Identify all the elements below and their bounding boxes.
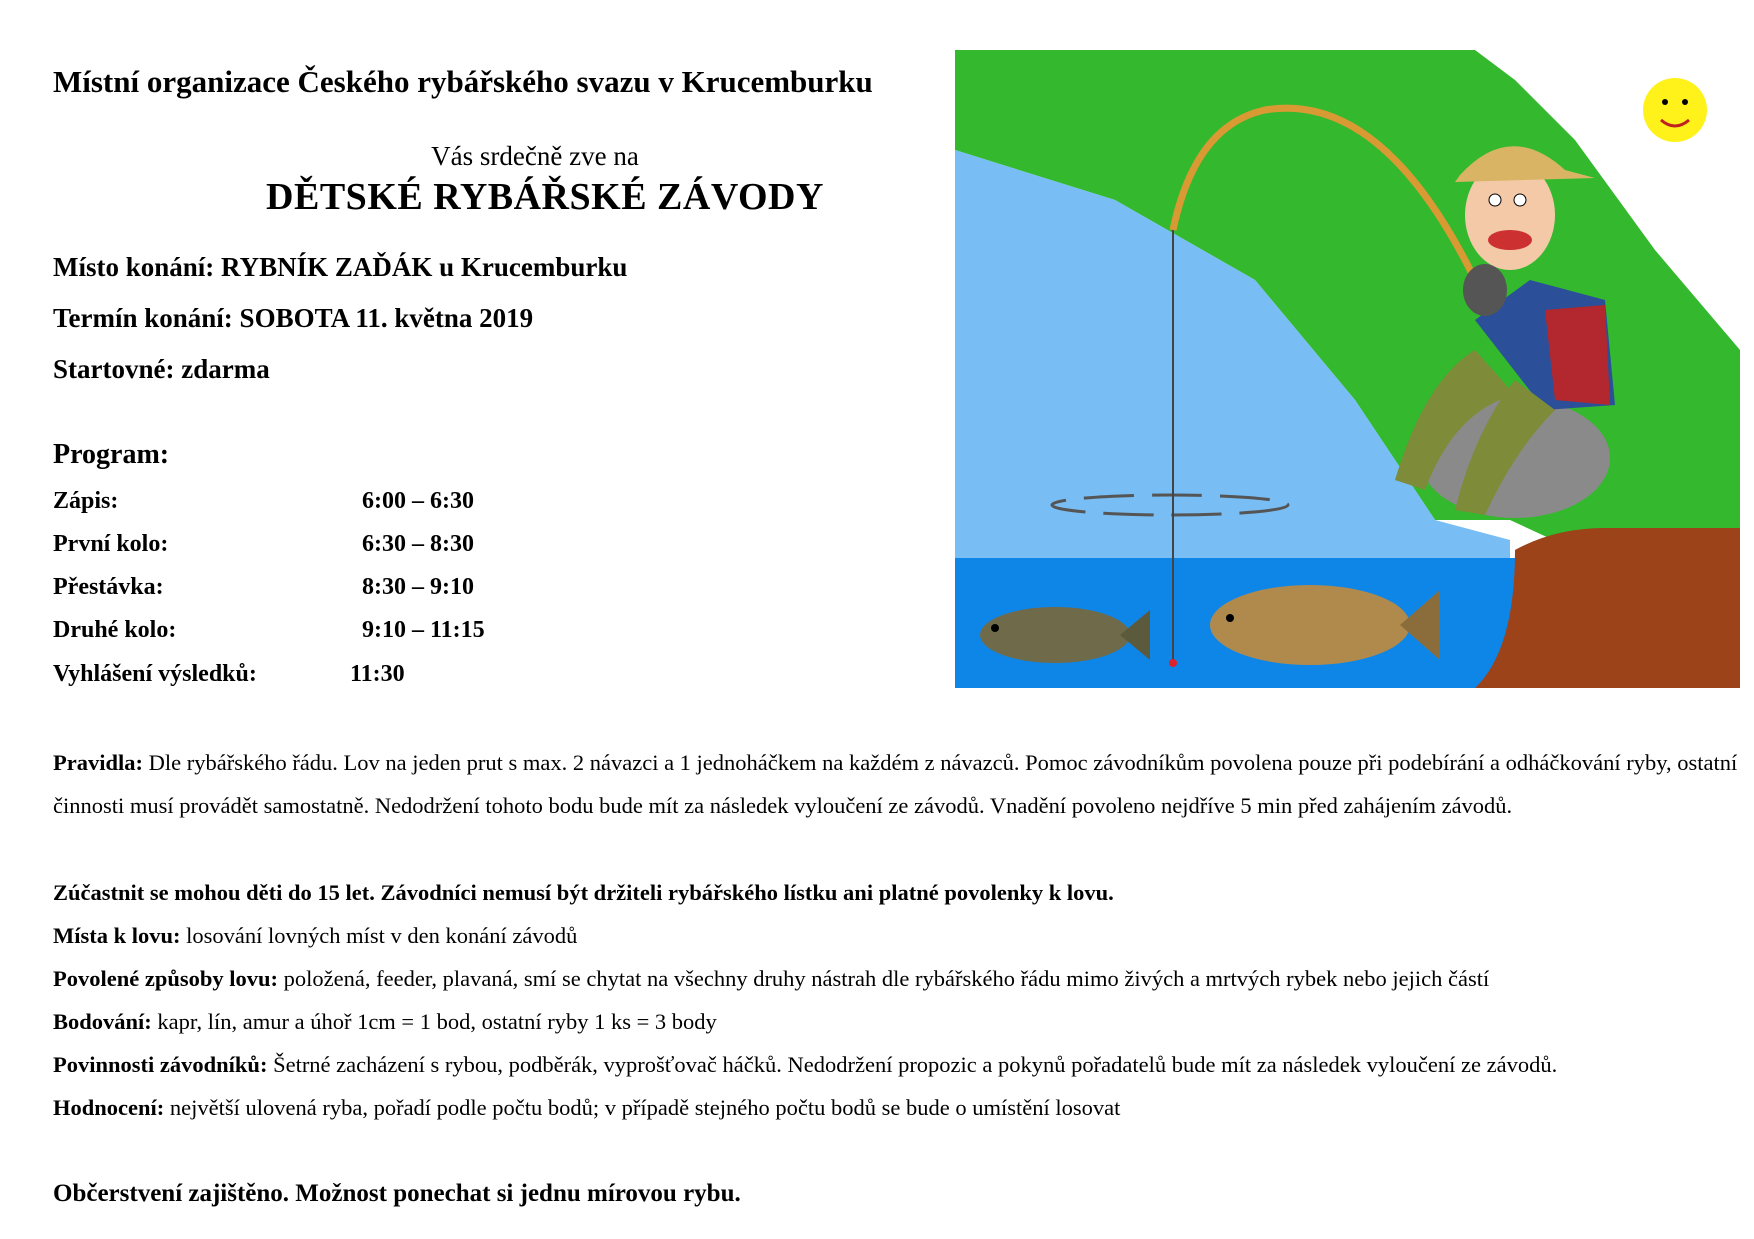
program-item-time: 9:10 – 11:15 — [362, 617, 485, 643]
invite-text: Vás srdečně zve na — [431, 141, 639, 171]
methods-text: položená, feeder, plavaná, smí se chytat na všechny druhy nástrah dle rybářského řádu mimo živých a mrtvých rybek nebo jejich částí — [283, 966, 1490, 991]
scoring-text: kapr, lín, amur a úhoř 1cm = 1 bod, ostatní ryby 1 ks = 3 body — [157, 1009, 717, 1034]
program-item — [53, 574, 164, 601]
spots-label: Místa k lovu: — [53, 923, 181, 948]
eligibility-note — [53, 871, 1743, 914]
rules-label: Pravidla: — [53, 750, 143, 775]
program-item-time: 6:00 – 6:30 — [362, 488, 474, 514]
program-item — [53, 488, 118, 515]
scoring-label: Bodování: — [53, 1009, 152, 1034]
fisherman-illustration — [955, 50, 1740, 688]
duties-text: Šetrné zacházení s rybou, podběrák, vyprošťovač háčků. Nedodržení propozic a pokynů pořadatelů bude mít za následek vyloučení ze závodů. — [273, 1052, 1558, 1077]
hook — [1169, 659, 1177, 667]
program-item-time: 8:30 – 9:10 — [362, 574, 474, 600]
program-heading: Program: — [53, 439, 170, 470]
program-item-time: 6:30 – 8:30 — [362, 531, 474, 557]
methods-label: Povolené způsoby lovu: — [53, 966, 279, 991]
sun-icon — [1643, 78, 1707, 142]
program-item — [53, 661, 257, 688]
page-title: DĚTSKÉ RYBÁŘSKÉ ZÁVODY — [266, 176, 824, 218]
organization-name: Místní organizace Českého rybářského svazu v Krucemburku — [53, 64, 873, 99]
program-item — [53, 617, 176, 644]
program-item-label: První kolo: — [53, 531, 169, 557]
duties-line — [53, 1043, 1743, 1086]
program-item-label: Druhé kolo: — [53, 617, 177, 643]
spots-line — [53, 914, 1743, 957]
scoring-line — [53, 1000, 1743, 1043]
program-item-time: 11:30 — [350, 661, 405, 687]
program-item — [53, 531, 168, 558]
program-item-label: Zápis: — [53, 488, 119, 514]
program-item-label: Vyhlášení výsledků: — [53, 661, 257, 687]
date-line: Termín konání: SOBOTA 11. května 2019 — [53, 303, 534, 333]
eligibility-text: Zúčastnit se mohou děti do 15 let. Závodníci nemusí být držiteli rybářského lístku ani platné povolenky k lovu. — [53, 880, 1114, 905]
duties-label: Povinnosti závodníků: — [53, 1052, 268, 1077]
rules-text: Dle rybářského řádu. Lov na jeden prut s max. 2 návazci a 1 jednoháčkem na každém z návazců. Pomoc závodníkům povolena pouze při podebírání a odháčkování ryby, ostatní činnosti musí provádět samostatně. Nedodržení tohoto bodu bude mít za následek vyloučení ze závodů. Vnadění povoleno nejdříve 5 min před zahájením závodů. — [53, 750, 1738, 818]
evaluation-label: Hodnocení: — [53, 1095, 165, 1120]
venue-line: Místo konání: RYBNÍK ZAĎÁK u Krucemburku — [53, 252, 628, 282]
entry-fee-line: Startovné: zdarma — [53, 354, 270, 384]
program-item-label: Přestávka: — [53, 574, 164, 600]
evaluation-text: největší ulovená ryba, pořadí podle počtu bodů; v případě stejného počtu bodů se bude o umístění losovat — [169, 1095, 1121, 1120]
methods-line — [53, 957, 1743, 1000]
evaluation-line — [53, 1086, 1743, 1129]
rules-paragraph — [53, 741, 1743, 827]
spots-text: losování lovných míst v den konání závodů — [186, 923, 578, 948]
footer-note: Občerstvení zajištěno. Možnost ponechat si jednu mírovou rybu. — [53, 1180, 741, 1207]
